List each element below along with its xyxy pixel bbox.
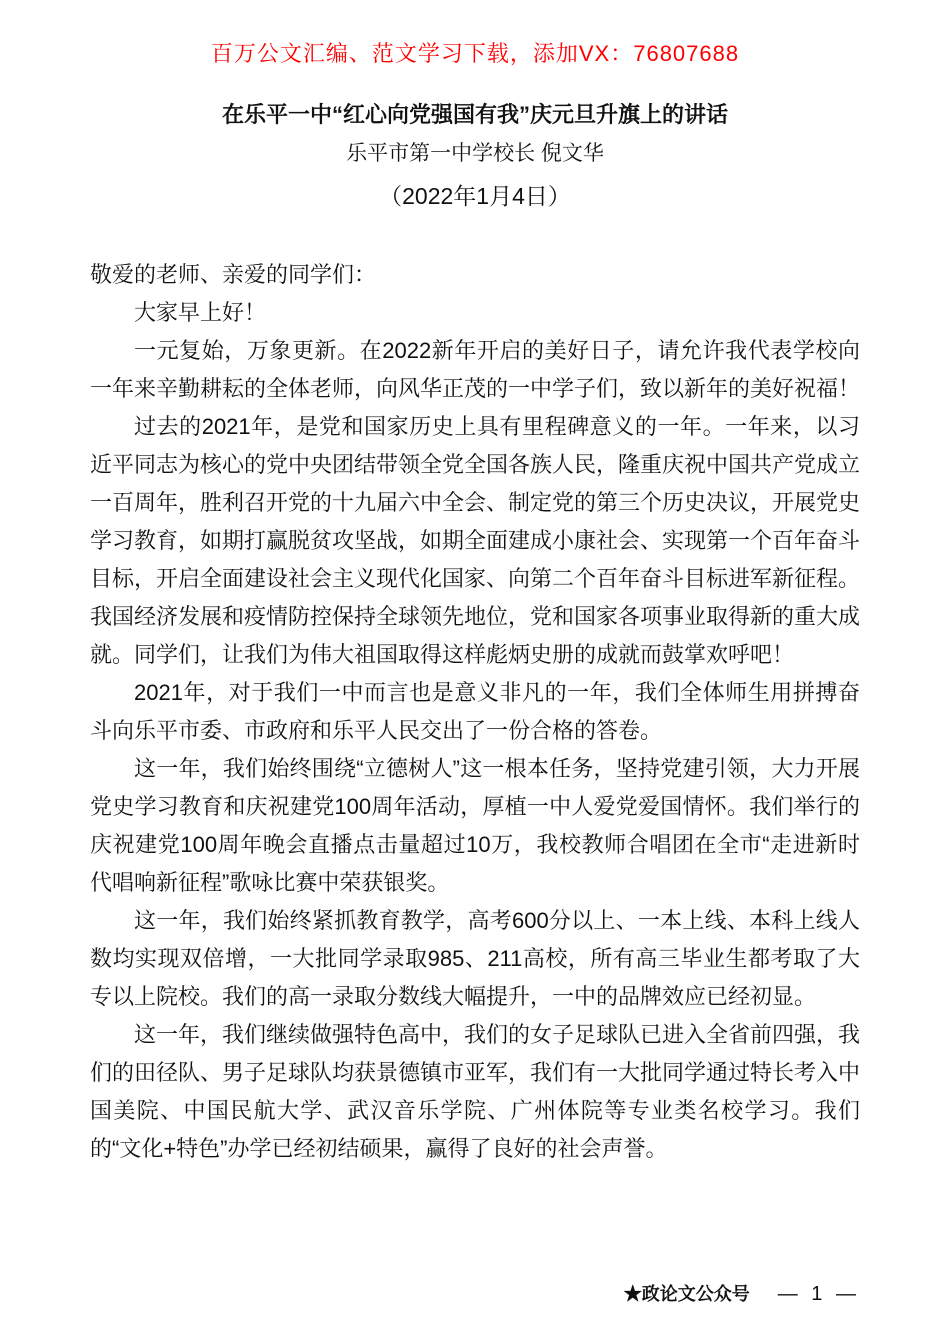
paragraph-greeting: 大家早上好！ [134, 300, 267, 325]
promo-banner: 百万公文汇编、范文学习下载，添加VX：76807688 [210, 41, 740, 66]
document-body [90, 256, 860, 1168]
paragraph-party-building: 这一年，我们始终围绕“立德树人”这一根本任务，坚持党建引领，大力开展党史学习教育和庆祝建党100周年活动，厚植一中人爱党爱国情怀。我们举行的庆祝建党100周年晚会直播点击量超过10万，我校教师合唱团在全市“走进新时代唱响新征程”歌咏比赛中荣获银奖。 [90, 756, 860, 895]
paragraph-new-year-wishes: 一元复始，万象更新。在2022新年开启的美好日子，请允许我代表学校向一年来辛勤耕耘的全体老师，向风华正茂的一中学子们，致以新年的美好祝福！ [90, 338, 861, 401]
paragraph-2021-school-summary: 2021年，对于我们一中而言也是意义非凡的一年，我们全体师生用拼搏奋斗向乐平市委、市政府和乐平人民交出了一份合格的答卷。 [90, 680, 860, 743]
author-line: 乐平市第一中学校长 倪文华 [346, 142, 604, 165]
footer-source: ★政论文公众号 [623, 1284, 750, 1304]
page-number: — 1 — [777, 1283, 860, 1305]
date-line: （2022年1月4日） [379, 183, 571, 209]
salutation: 敬爱的老师、亲爱的同学们： [90, 262, 377, 287]
paragraph-2021-national-review: 过去的2021年，是党和国家历史上具有里程碑意义的一年。一年来，以习近平同志为核心的党中央团结带领全党全国各族人民，隆重庆祝中国共产党成立一百周年，胜利召开党的十九届六中全会、制定党的第三个历史决议，开展党史学习教育，如期打赢脱贫攻坚战，如期全面建成小康社会、实现第一个百年奋斗目标，开启全面建设社会主义现代化国家、向第二个百年奋斗目标进军新征程。我国经济发展和疫情防控保持全球领先地位，党和国家各项事业取得新的重大成就。同学们，让我们为伟大祖国取得这样彪炳史册的成就而鼓掌欢呼吧！ [90, 414, 861, 667]
paragraph-special-programs: 这一年，我们继续做强特色高中，我们的女子足球队已进入全省前四强，我们的田径队、男子足球队均获景德镇市亚军，我们有一大批同学通过特长考入中国美院、中国民航大学、武汉音乐学院、广州体院等专业类名校学习。我们的“文化+特色”办学已经初结硕果，赢得了良好的社会声誉。 [90, 1022, 861, 1161]
document-title: 在乐平一中“红心向党强国有我”庆元旦升旗上的讲话 [221, 102, 728, 127]
paragraph-teaching-results: 这一年，我们始终紧抓教育教学，高考600分以上、一本上线、本科上线人数均实现双倍增，一大批同学录取985、211高校，所有高三毕业生都考取了大专以上院校。我们的高一录取分数线大幅提升，一中的品牌效应已经初显。 [90, 908, 860, 1009]
page-footer [624, 1280, 860, 1306]
